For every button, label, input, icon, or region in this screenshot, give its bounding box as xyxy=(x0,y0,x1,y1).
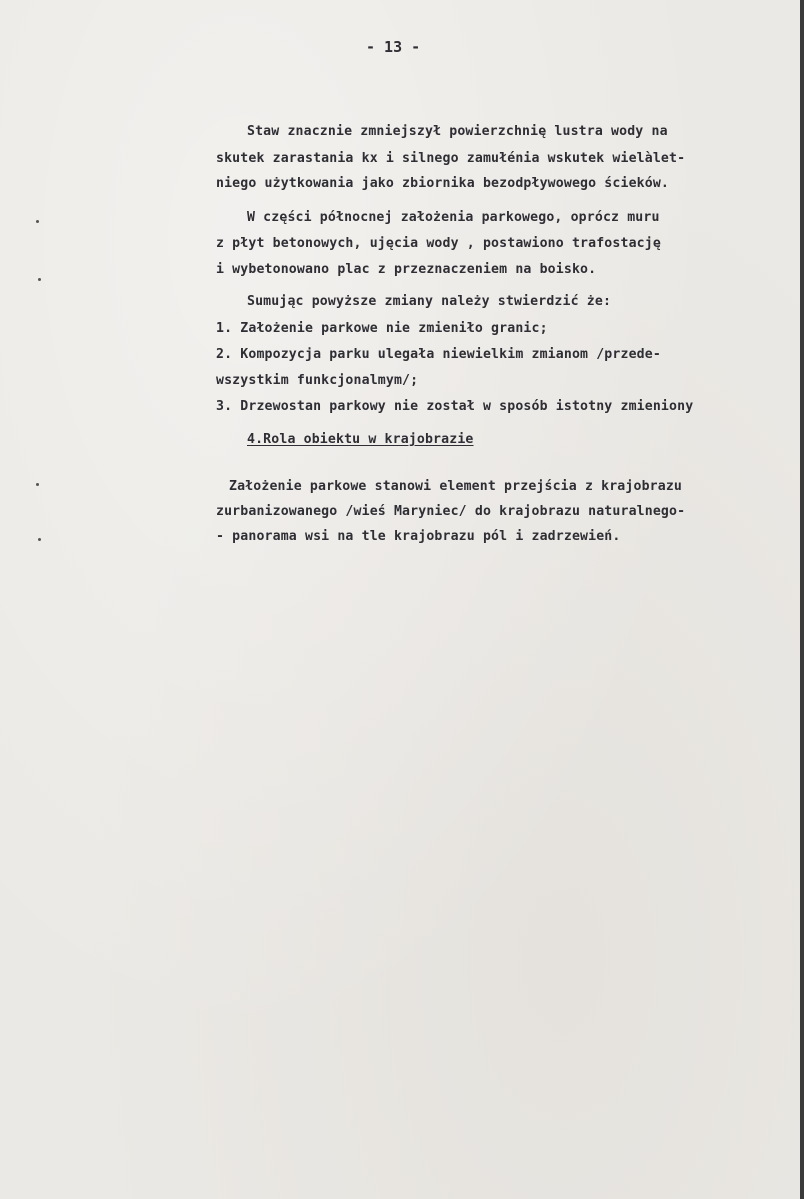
paragraph2-line: i wybetonowano plac z przeznaczeniem na boisko. xyxy=(216,262,597,277)
list-item: 1. Założenie parkowe nie zmieniło granic; xyxy=(216,321,548,336)
paragraph1-line: skutek zarastania kx i silnego zamułénia wskutek wielàlet- xyxy=(216,151,686,166)
summary-intro: Sumując powyższe zmiany należy stwierdzić że: xyxy=(247,294,612,309)
paragraph2-line: W części północnej założenia parkowego, oprócz muru xyxy=(247,210,660,225)
margin-mark xyxy=(38,538,41,541)
section-heading: 4.Rola obiektu w krajobrazie xyxy=(247,432,474,447)
list-item: 2. Kompozycja parku ulegała niewielkim zmianom /przede- xyxy=(216,347,661,362)
paragraph2-line: z płyt betonowych, ujęcia wody , postawiono trafostację xyxy=(216,236,661,251)
paragraph1-line: Staw znacznie zmniejszył powierzchnię lustra wody na xyxy=(247,124,668,139)
paragraph1-line: niego użytkowania jako zbiornika bezodpływowego ścieków. xyxy=(216,176,670,191)
list-item-continuation: wszystkim funkcjonalmym/; xyxy=(216,373,419,388)
paragraph3-line: Założenie parkowe stanowi element przejścia z krajobrazu xyxy=(229,479,683,494)
list-item: 3. Drzewostan parkowy nie został w sposób istotny zmieniony xyxy=(216,399,694,414)
paragraph3-line: zurbanizowanego /wieś Maryniec/ do krajobrazu naturalnego- xyxy=(216,504,686,519)
margin-mark xyxy=(36,220,39,223)
margin-mark xyxy=(36,483,39,486)
margin-mark xyxy=(38,278,41,281)
paragraph3-line: - panorama wsi na tle krajobrazu pól i zadrzewień. xyxy=(216,529,621,544)
page-number: - 13 - xyxy=(366,38,421,56)
scan-edge xyxy=(800,0,804,1199)
